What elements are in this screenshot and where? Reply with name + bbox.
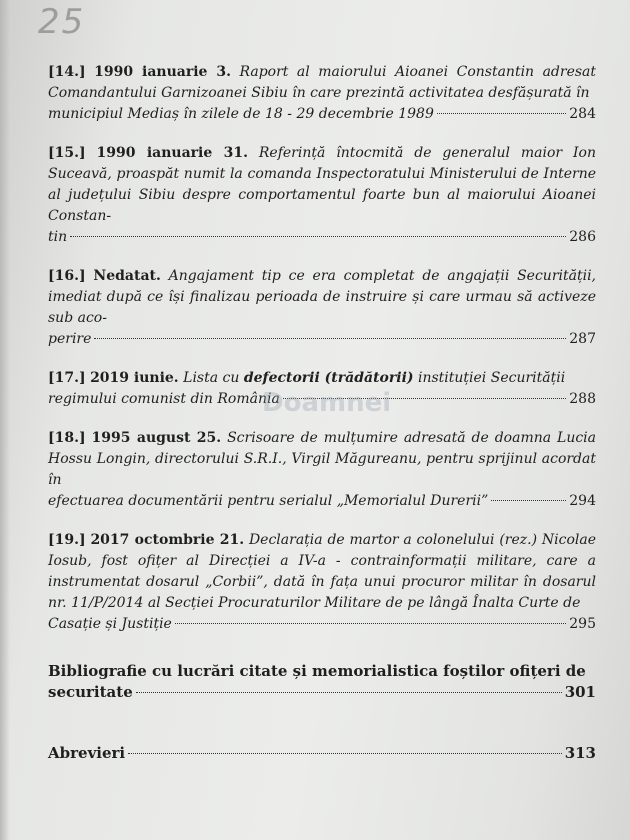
dot-leader [94,338,566,339]
section-last-line [48,682,596,703]
entry-number: [14.] [48,64,86,80]
toc-entry-14[interactable] [48,62,596,125]
entry-last-line [48,104,596,125]
entry-date: 2019 iunie. [90,370,179,386]
dot-leader [70,236,566,237]
section-title: Bibliografie cu lucrări citate și memorialistica foștilor ofițeri de [48,662,586,680]
entry-page-number: 286 [569,229,596,245]
entry-description: Raport al maiorului Aioanei Constantin adresat Comandantului Garnizoanei Sibiu în care prezintă activitatea desfășurată în [48,64,597,101]
entry-number: [19.] [48,532,86,548]
entry-page-number: 288 [569,391,596,407]
section-last-text: securitate [48,683,133,701]
section-page-number: 313 [564,744,596,762]
handwritten-page-note: 25 [38,2,86,42]
entry-last-line [48,329,596,350]
entry-number: [17.] [48,370,86,386]
entry-description-emphasis [244,370,414,386]
entry-date: 1990 ianuarie 31. [96,145,248,161]
entry-date: 2017 octombrie 21. [90,532,245,548]
entry-last-text: regimului comunist din România [48,391,280,407]
entry-last-line [48,491,596,512]
entry-page-number: 295 [569,616,596,632]
entry-description: Declarația de martor a colonelului (rez.) Nicolae Iosub, fost ofițer al Direcției a IV-a - contrainformații militare, care a instrumentat dosarul „Corbii”, dată în fața unui procuror militar în dosarul nr. 11/P/2014 al Secției Procuraturilor Militare de pe lângă Înalta Curte de [48,532,596,611]
entry-last-text: municipiul Mediaș în zilele de 18 - 29 decembrie 1989 [48,106,434,122]
section-last-line [48,743,596,764]
entry-description: Referință întocmită de generalul maior Ion Suceavă, proaspăt numit la comanda Inspectoratului Ministerului de Interne al județului Sibiu despre comportamentul foarte bun al maiorului Aioanei Constan- [48,145,597,224]
emphasis-text: defectorii (trădătorii) [243,370,414,386]
entry-page-number: 287 [569,331,596,347]
entry-page-number: 284 [569,106,596,122]
entry-number: [16.] [48,268,86,284]
entry-last-text: tin [48,229,68,245]
entry-description-pre: Lista cu [183,370,240,386]
entry-description: Scrisoare de mulțumire adresată de doamna Lucia Hossu Longin, directorului S.R.I., Virgil Măgureanu, pentru sprijinul acordat în [48,430,597,488]
entry-date: 1990 ianuarie 3. [94,64,231,80]
toc-section-abbreviations[interactable] [48,743,596,764]
toc-section-bibliography[interactable] [48,661,596,703]
section-last-text: Abrevieri [48,744,126,762]
section-page-number: 301 [564,683,596,701]
entry-last-text: perire [48,331,92,347]
dot-leader [175,623,566,624]
toc-entry-16[interactable] [48,266,596,350]
dot-leader [128,753,562,754]
entry-last-text: efectuarea documentării pentru serialul „Memorialul Durerii” [48,493,489,509]
entry-last-line [48,227,596,248]
entry-last-line [48,614,596,635]
toc-entry-18[interactable] [48,428,596,512]
entry-last-text: Casație și Justiție [48,616,172,632]
entry-description-post: instituției Securității [417,370,566,386]
entry-page-number: 294 [569,493,596,509]
entry-date: Nedatat. [93,268,161,284]
entry-number: [15.] [48,145,86,161]
toc-entry-15[interactable] [48,143,596,248]
dot-leader [136,692,562,693]
dot-leader [437,113,566,114]
entry-description: Angajament tip ce era completat de angajații Securității, imediat după ce își finalizau perioada de instruire și care urmau să activeze sub aco- [48,268,596,326]
entry-date: 1995 august 25. [91,430,222,446]
entry-number: [18.] [48,430,86,446]
page-spine-shadow [0,0,10,840]
dot-leader [491,500,566,501]
toc-entry-19[interactable] [48,530,596,635]
watermark-logo: Doamnei [262,388,392,418]
